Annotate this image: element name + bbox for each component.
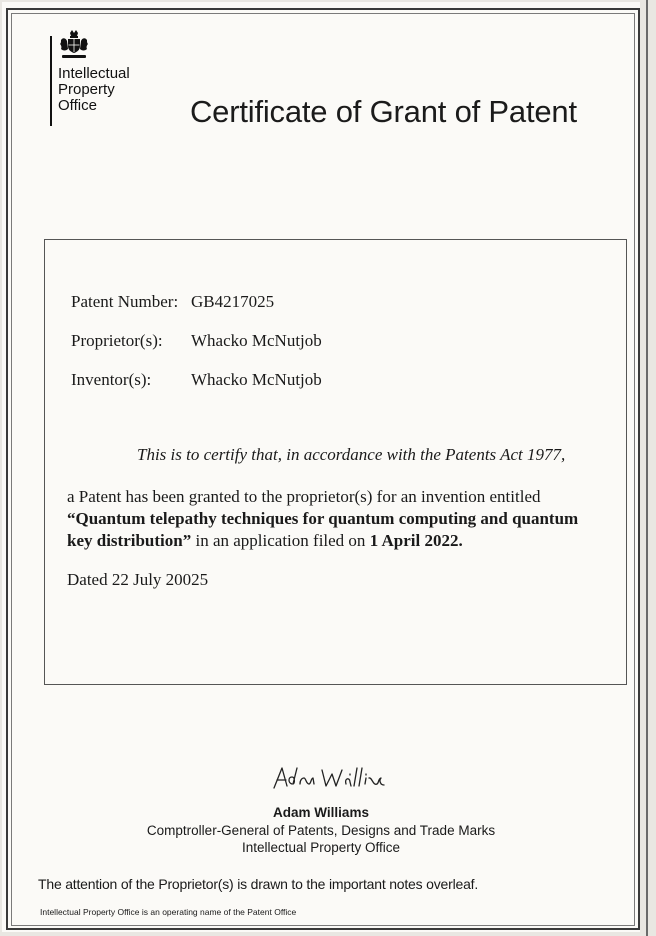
invention-title: “Quantum telepathy techniques for quantum computing and quantum key distribution” bbox=[67, 509, 579, 550]
grant-prefix: a Patent has been granted to the proprietor(s) for an invention entitled bbox=[67, 487, 541, 506]
logo-wordmark bbox=[58, 66, 130, 114]
logo-line: Intellectual bbox=[58, 65, 130, 82]
signatory-office: Intellectual Property Office bbox=[241, 840, 401, 855]
logo-line: Office bbox=[58, 97, 97, 114]
dated-line: Dated 22 July 20025 bbox=[67, 570, 209, 589]
grant-middle: in an application filed on bbox=[191, 531, 370, 550]
royal-crest-icon bbox=[58, 30, 90, 60]
handwritten-signature bbox=[270, 762, 390, 798]
inventor-value: Whacko McNutjob bbox=[191, 370, 322, 389]
patent-number-value: GB4217025 bbox=[191, 292, 275, 311]
logo-bar bbox=[50, 36, 52, 126]
operating-name-footnote: Intellectual Property Office is an operating name of the Patent Office bbox=[40, 907, 297, 917]
proprietor-value: Whacko McNutjob bbox=[191, 331, 322, 350]
proprietor-label: Proprietor(s): bbox=[71, 331, 163, 350]
logo-line: Property bbox=[58, 81, 115, 98]
certificate-title: Certificate of Grant of Patent bbox=[190, 94, 577, 129]
certificate-page bbox=[2, 2, 640, 932]
certification-statement: This is to certify that, in accordance with the Patents Act 1977, bbox=[137, 445, 566, 464]
signatory-name: Adam Williams bbox=[273, 805, 369, 820]
patent-details-box bbox=[44, 239, 627, 685]
scan-edge-line bbox=[646, 0, 648, 936]
important-notes-notice: The attention of the Proprietor(s) is drawn to the important notes overleaf. bbox=[38, 876, 479, 892]
inventor-label: Inventor(s): bbox=[71, 370, 152, 389]
filing-date: 1 April 2022. bbox=[369, 531, 463, 550]
patent-number-label: Patent Number: bbox=[71, 292, 179, 311]
signatory-title: Comptroller-General of Patents, Designs and Trade Marks bbox=[146, 823, 496, 838]
ipo-logo bbox=[50, 30, 160, 130]
grant-statement bbox=[67, 486, 587, 552]
